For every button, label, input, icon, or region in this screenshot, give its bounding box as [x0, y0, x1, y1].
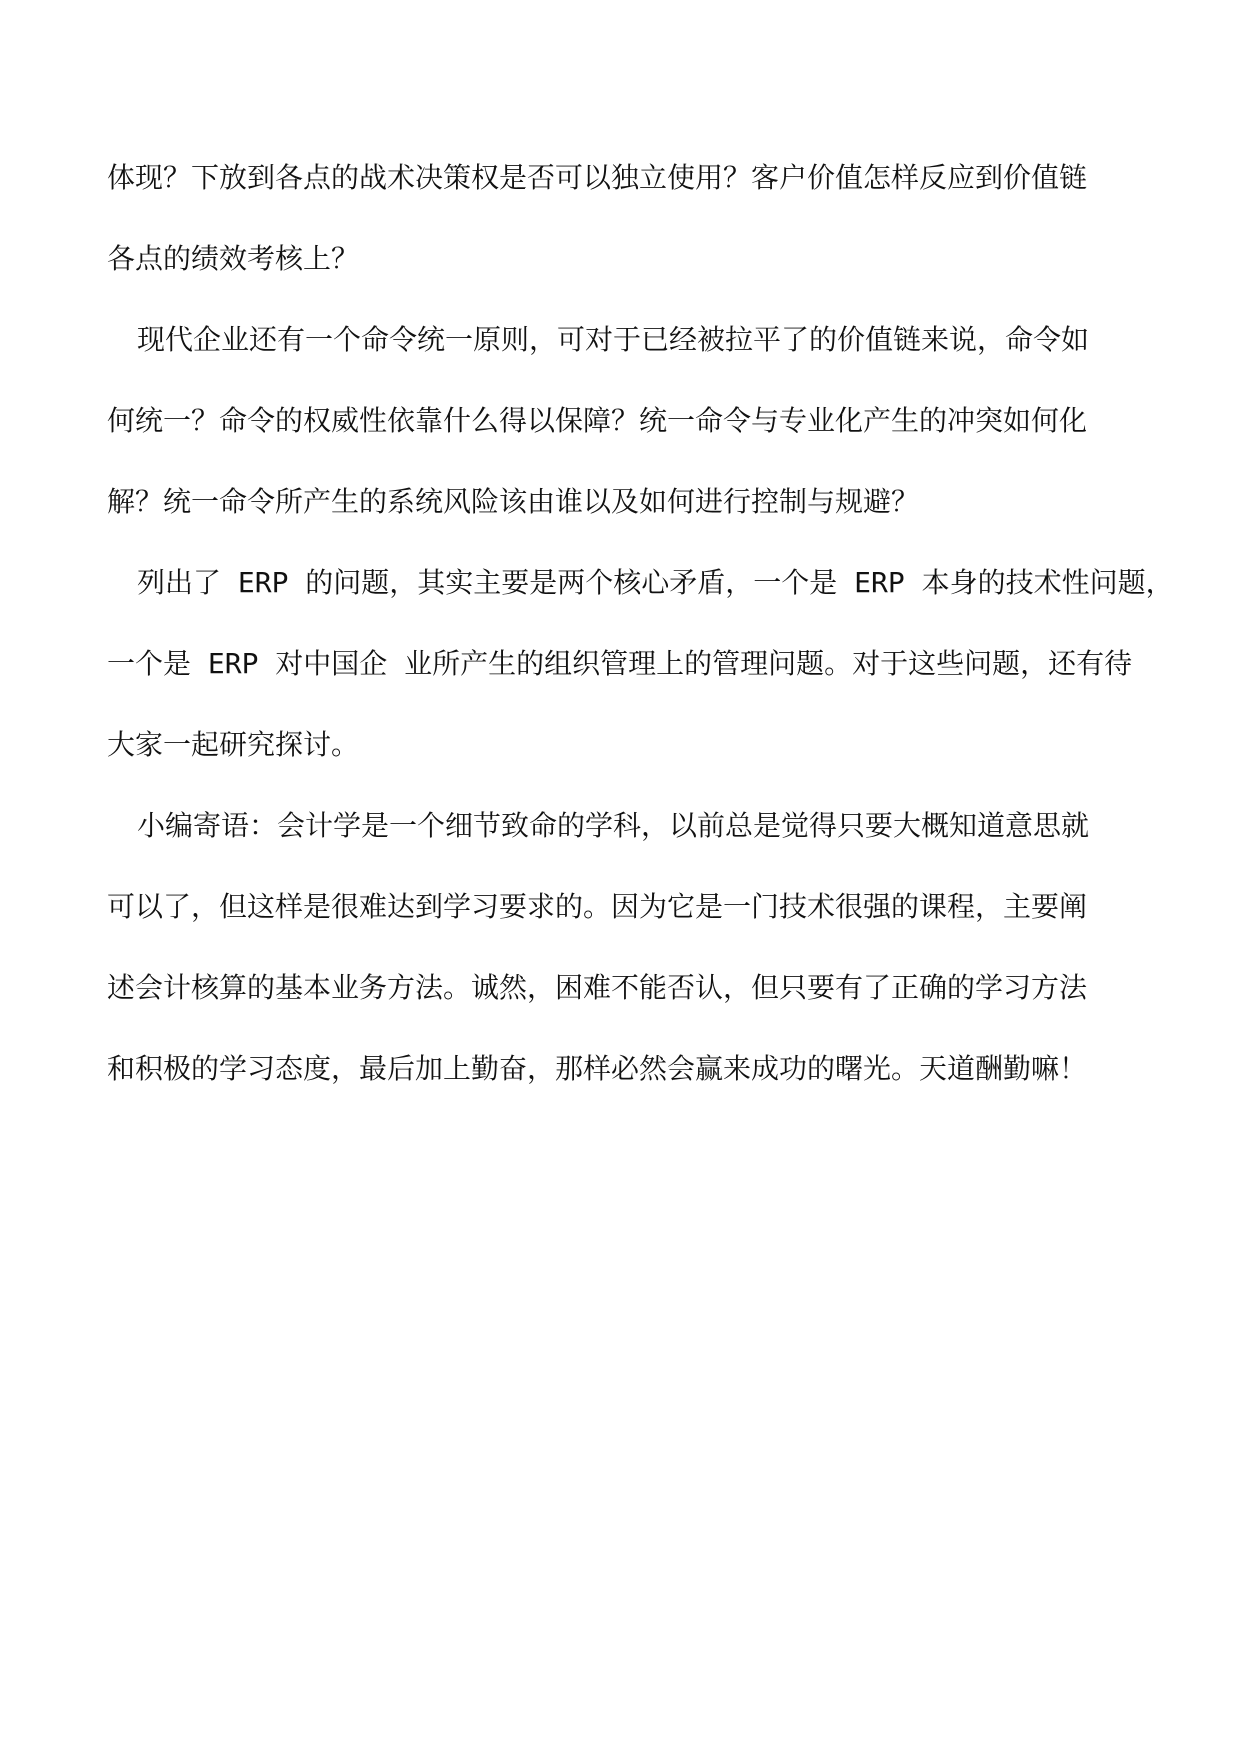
- document-body: [107, 158, 1174, 1130]
- text-line: 可以了，但这样是很难达到学习要求的。因为它是一门技术很强的课程，主要阐: [107, 890, 1088, 923]
- text-line: 各点的绩效考核上？: [107, 242, 360, 275]
- text-line: 述会计核算的基本业务方法。诚然，困难不能否认，但只要有了正确的学习方法: [107, 971, 1088, 1004]
- text-line: 小编寄语：会计学是一个细节致命的学科，以前总是觉得只要大概知道意思就: [137, 809, 1090, 842]
- text-line: 列出了 ERP 的问题，其实主要是两个核心矛盾，一个是 ERP 本身的技术性问题，: [137, 566, 1174, 599]
- text-line: 和积极的学习态度，最后加上勤奋，那样必然会赢来成功的曙光。天道酬勤嘛！: [107, 1052, 1088, 1085]
- text-line: 大家一起研究探讨。: [107, 728, 360, 761]
- text-line: 何统一？命令的权威性依靠什么得以保障？统一命令与专业化产生的冲突如何化: [107, 404, 1088, 437]
- text-line: 体现？下放到各点的战术决策权是否可以独立使用？客户价值怎样反应到价值链: [107, 161, 1088, 194]
- text-line: 现代企业还有一个命令统一原则，可对于已经被拉平了的价值链来说，命令如: [137, 323, 1090, 356]
- text-line: 一个是 ERP 对中国企 业所产生的组织管理上的管理问题。对于这些问题，还有待: [107, 647, 1133, 680]
- text-line: 解？统一命令所产生的系统风险该由谁以及如何进行控制与规避？: [107, 485, 920, 518]
